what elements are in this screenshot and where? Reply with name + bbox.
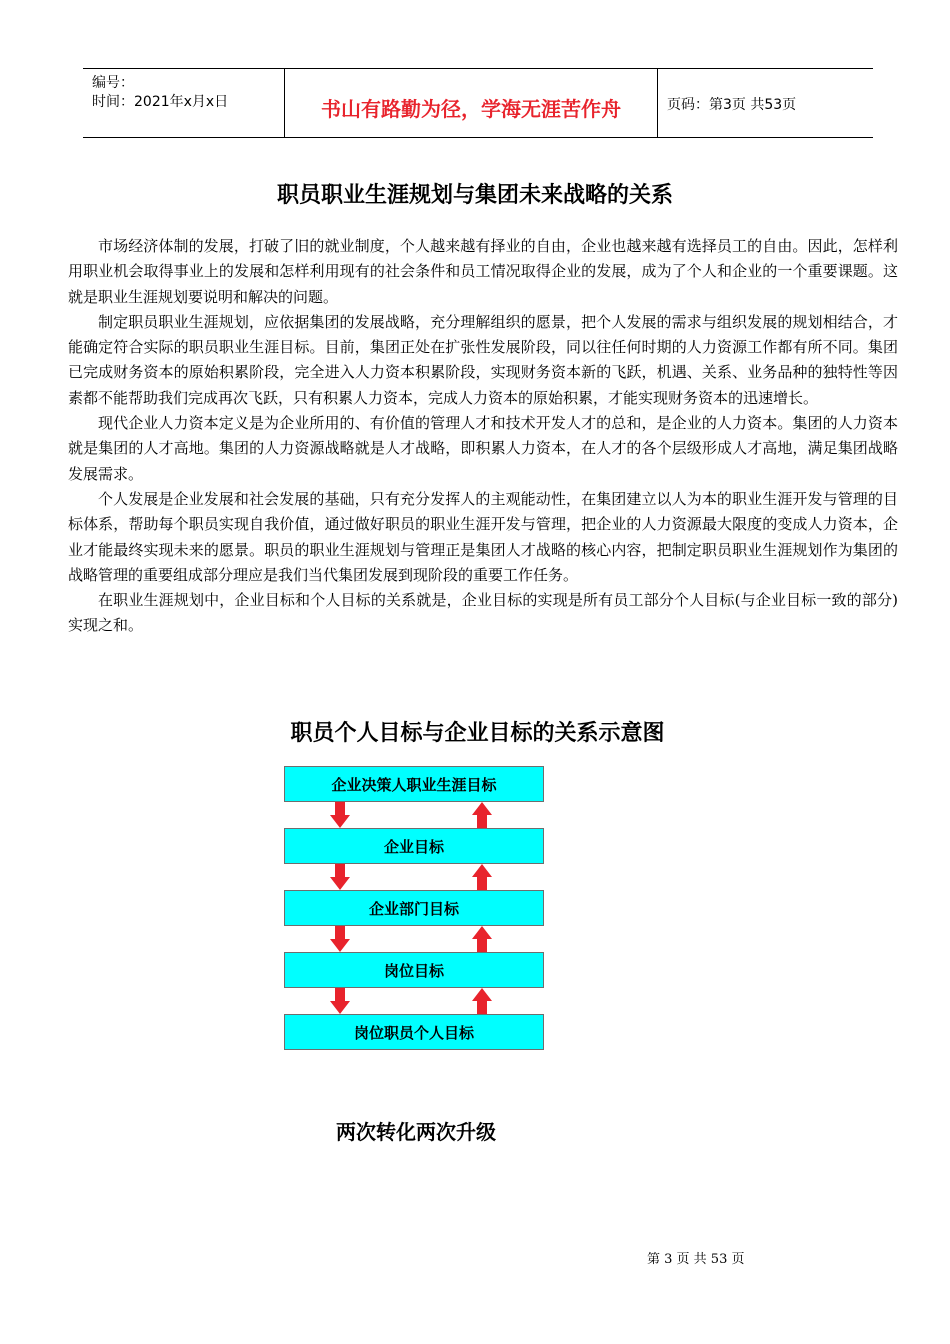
number-label: 编号： [92, 75, 134, 91]
paragraph: 在职业生涯规划中，企业目标和个人目标的关系就是，企业目标的实现是所有员工部分个人目标(与企业目标一致的部分)实现之和。 [68, 591, 898, 635]
arrow-down-icon [330, 988, 350, 1014]
diagram-box-department-goal: 企业部门目标 [284, 890, 544, 926]
arrow-up-icon [472, 988, 492, 1014]
article-body [68, 234, 898, 639]
paragraph: 制定职员职业生涯规划，应依据集团的发展战略，充分理解组织的愿景，把个人发展的需求与组织发展的规划相结合，才能确定符合实际的职员职业生涯目标。目前，集团正处在扩张性发展阶段，同以往任何时期的人力资源工作都有所不同。集团已完成财务资本的原始积累阶段，完全进入人力资本积累阶段，实现财务资本新的飞跃，机遇、关系、业务品种的独特性等因素都不能帮助我们完成再次飞跃，只有积累人力资本，完成人力资本的原始积累，才能实现财务资本的迅速增长。 [68, 312, 898, 407]
diagram-box-decision-maker-goal: 企业决策人职业生涯目标 [284, 766, 544, 802]
arrow-up-icon [472, 926, 492, 952]
page-info: 页码：第3页 共53页 [667, 97, 797, 113]
paragraph: 市场经济体制的发展，打破了旧的就业制度，个人越来越有择业的自由，企业也越来越有选择员工的自由。因此，怎样利用职业机会取得事业上的发展和怎样利用现有的社会条件和员工情况取得企业的发展，成为了个人和企业的一个重要课题。这就是职业生涯规划要说明和解决的问题。 [68, 237, 898, 306]
header-meta-cell [83, 69, 285, 137]
time-label: 时间：2021年x月x日 [92, 94, 229, 110]
arrow-down-icon [330, 802, 350, 828]
header-page-cell [658, 69, 873, 137]
arrow-up-icon [472, 864, 492, 890]
article-title: 职员职业生涯规划与集团未来战略的关系 [276, 183, 673, 208]
arrow-up-icon [472, 802, 492, 828]
header-motto-cell [285, 69, 658, 137]
arrow-down-icon [330, 864, 350, 890]
page-header [83, 68, 873, 138]
diagram-box-employee-goal: 岗位职员个人目标 [284, 1014, 544, 1050]
diagram-title: 职员个人目标与企业目标的关系示意图 [290, 721, 665, 746]
paragraph: 个人发展是企业发展和社会发展的基础，只有充分发挥人的主观能动性，在集团建立以人为本的职业生涯开发与管理的目标体系，帮助每个职员实现自我价值，通过做好职员的职业生涯开发与管理，把企业的人力资源最大限度的变成人力资本，企业才能最终实现未来的愿景。职员的职业生涯规划与管理正是集团人才战略的核心内容，把制定职员职业生涯规划作为集团的战略管理的重要组成部分理应是我们当代集团发展到现阶段的重要工作任务。 [68, 489, 898, 584]
diagram-box-enterprise-goal: 企业目标 [284, 828, 544, 864]
arrow-down-icon [330, 926, 350, 952]
page-footer: 第 3 页 共 53 页 [647, 1252, 745, 1267]
diagram-caption: 两次转化两次升级 [336, 1120, 496, 1144]
motto: 书山有路勤为径，学海无涯苦作舟 [321, 97, 621, 121]
paragraph: 现代企业人力资本定义是为企业所用的、有价值的管理人才和技术开发人才的总和，是企业的人力资本。集团的人力资本就是集团的人才高地。集团的人力资源战略就是人才战略，即积累人力资本，在人才的各个层级形成人才高地，满足集团战略发展需求。 [68, 414, 898, 483]
diagram-box-position-goal: 岗位目标 [284, 952, 544, 988]
